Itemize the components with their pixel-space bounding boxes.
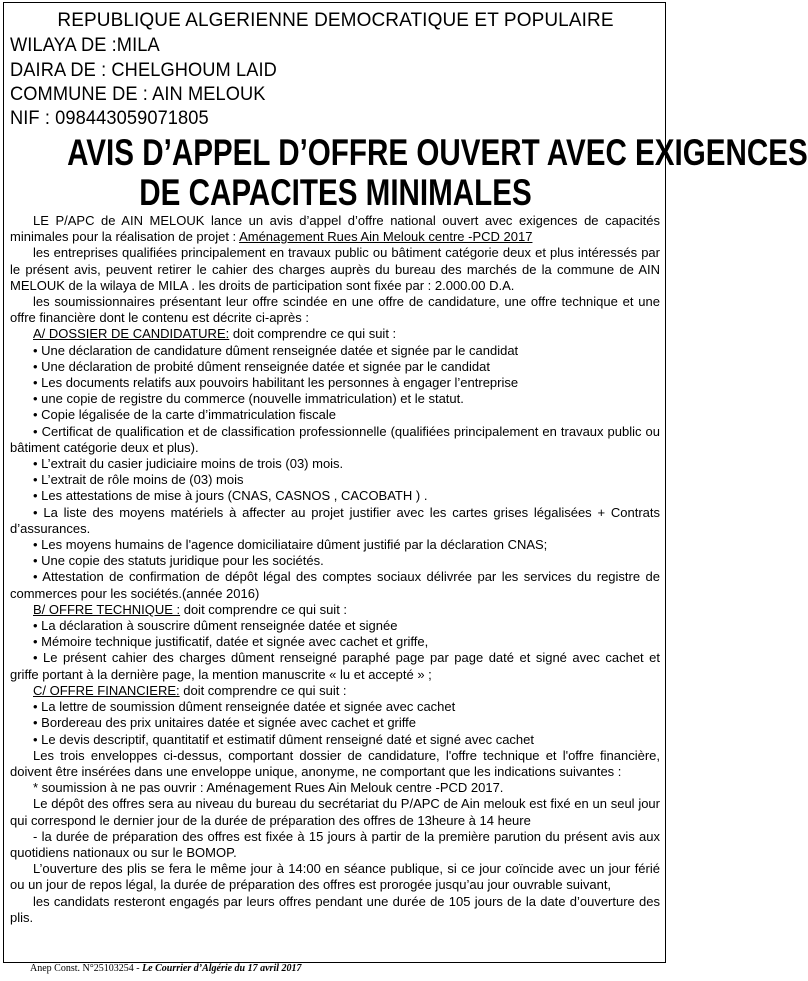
intro-text: LE P/APC de AIN MELOUK lance un avis d’appel d’offre national ouvert avec exigences de capacités minimales pour la réalisation de projet : [10,213,660,245]
list-item: • Mémoire technique justificatif, datée et signée avec cachet et griffe, [33,634,429,650]
envelope-mention: * soumission à ne pas ouvrir : Aménagement Rues Ain Melouk centre -PCD 2017. [33,780,504,796]
list-item: • Une déclaration de probité dûment renseignée datée et signée par le candidat [33,358,490,374]
commune-line: COMMUNE DE : AIN MELOUK [10,84,266,105]
eligibility-paragraph: les entreprises qualifiées principalement en travaux public ou bâtiment catégorie deux et plus intéressés par le présent avis, peuvent retirer le cahier des charges auprès du bureau des marchés de la commune de AIN MELOUK de la wilaya de MILA . les droits de participation sont fixée par : 2.000.00 D.A. [10,245,660,293]
list-item: • Copie légalisée de la carte d’immatriculation fiscale [33,407,336,423]
notice-title-line2: DE CAPACITES MINIMALES [139,172,532,213]
list-item: • Le présent cahier des charges dûment renseigné paraphé page par page daté et signé avec cachet et griffe portant à la dernière page, la mention manuscrite « lu et accepté » ; [10,650,660,682]
project-name: Aménagement Rues Ain Melouk centre -PCD 2017 [239,229,533,245]
list-item: • Certificat de qualification et de classification professionnelle (qualifiées principalement en travaux public ou bâtiment catégorie deux et plus). [10,423,660,455]
notice-body [10,213,660,926]
list-item: • L’extrait de rôle moins de (03) mois [33,472,244,488]
list-item: • Les documents relatifs aux pouvoirs habilitant les personnes à engager l’entreprise [33,375,519,391]
section-b-title: B/ OFFRE TECHNIQUE : [33,601,181,617]
duration-paragraph: - la durée de préparation des offres est fixée à 15 jours à partir de la première parution du présent avis aux quotidiens nationaux ou sur le BOMOP. [10,828,660,860]
list-item: • Bordereau des prix unitaires datée et signée avec cachet et griffe [33,715,416,731]
nif-line: NIF : 098443059071805 [10,108,209,129]
list-item: • Attestation de confirmation de dépôt légal des comptes sociaux délivrée par les services du registre de commerces pour les sociétés.(année 2016) [10,569,660,601]
daira-line: DAIRA DE : CHELGHOUM LAID [10,60,277,81]
footer-ref: Anep Const. N°25103254 - [30,963,143,974]
wilaya-line: WILAYA DE :MILA [10,35,160,56]
opening-paragraph: L’ouverture des plis se fera le même jour à 14:00 en séance publique, si ce jour coïncide avec un jour férié ou un jour de repos légal, la durée de préparation des offres est prorogée jusqu’au jour ouvrable suivant, [10,861,660,893]
list-item: • Les attestations de mise à jours (CNAS, CASNOS , CACOBATH ) . [33,488,428,504]
envelope-paragraph: Les trois enveloppes ci-dessus, comportant dossier de candidature, l'offre technique et l'offre financière, doivent être insérées dans une enveloppe unique, anonyme, ne comportant que les indications suivantes : [10,747,660,779]
section-c-subtitle: doit comprendre ce qui suit : [179,682,347,698]
list-item: • Une copie des statuts juridique pour les sociétés. [33,553,324,569]
section-a-subtitle: doit comprendre ce qui suit : [229,326,397,342]
section-c-heading [10,683,660,699]
list-item: • La lettre de soumission dûment renseignée datée et signée avec cachet [33,699,456,715]
list-item: • Le devis descriptif, quantitatif et estimatif dûment renseigné daté et signé avec cachet [33,731,535,747]
section-c-title: C/ OFFRE FINANCIERE: [33,682,180,698]
commitment-paragraph: les candidats resteront engagés par leurs offres pendant une durée de 105 jours de la date d’ouverture des plis. [10,893,660,925]
section-a-heading [10,326,660,342]
list-item: • une copie de registre du commerce (nouvelle immatriculation) et le statut. [33,391,464,407]
list-item: • La liste des moyens matériels à affecter au projet justifier avec les cartes grises légalisées + Contrats d’assurances. [10,504,660,536]
offers-paragraph: les soumissionnaires présentant leur offre scindée en une offre de candidature, une offre technique et une offre financière dont le contenu est décrite ci-après : [10,294,660,326]
section-b-subtitle: doit comprendre ce qui suit : [180,601,348,617]
list-item: • L’extrait du casier judiciaire moins de trois (03) mois. [33,456,344,472]
list-item: • Une déclaration de candidature dûment renseignée datée et signée par le candidat [33,342,519,358]
footer-paper: Le Courrier d’Algérie du 17 avril 2017 [142,963,302,974]
list-item: • Les moyens humains de l'agence domiciliataire dûment justifié par la déclaration CNAS; [33,537,548,553]
list-item: • La déclaration à souscrire dûment renseignée datée et signée [33,618,398,634]
publication-footer [30,963,302,975]
section-b-heading [10,602,660,618]
notice-title-line1: AVIS D’APPEL D’OFFRE OUVERT AVEC EXIGENCES [67,132,808,173]
deposit-paragraph: Le dépôt des offres sera au niveau du bureau du secrétariat du P/APC de Ain melouk est fixé en un seul jour qui correspond le dernier jour de la durée de préparation des offres de 13heure à 14 heure [10,796,660,828]
republic-header: REPUBLIQUE ALGERIENNE DEMOCRATIQUE ET POPULAIRE [57,10,614,31]
intro-paragraph [10,213,660,245]
section-a-title: A/ DOSSIER DE CANDIDATURE: [33,326,230,342]
